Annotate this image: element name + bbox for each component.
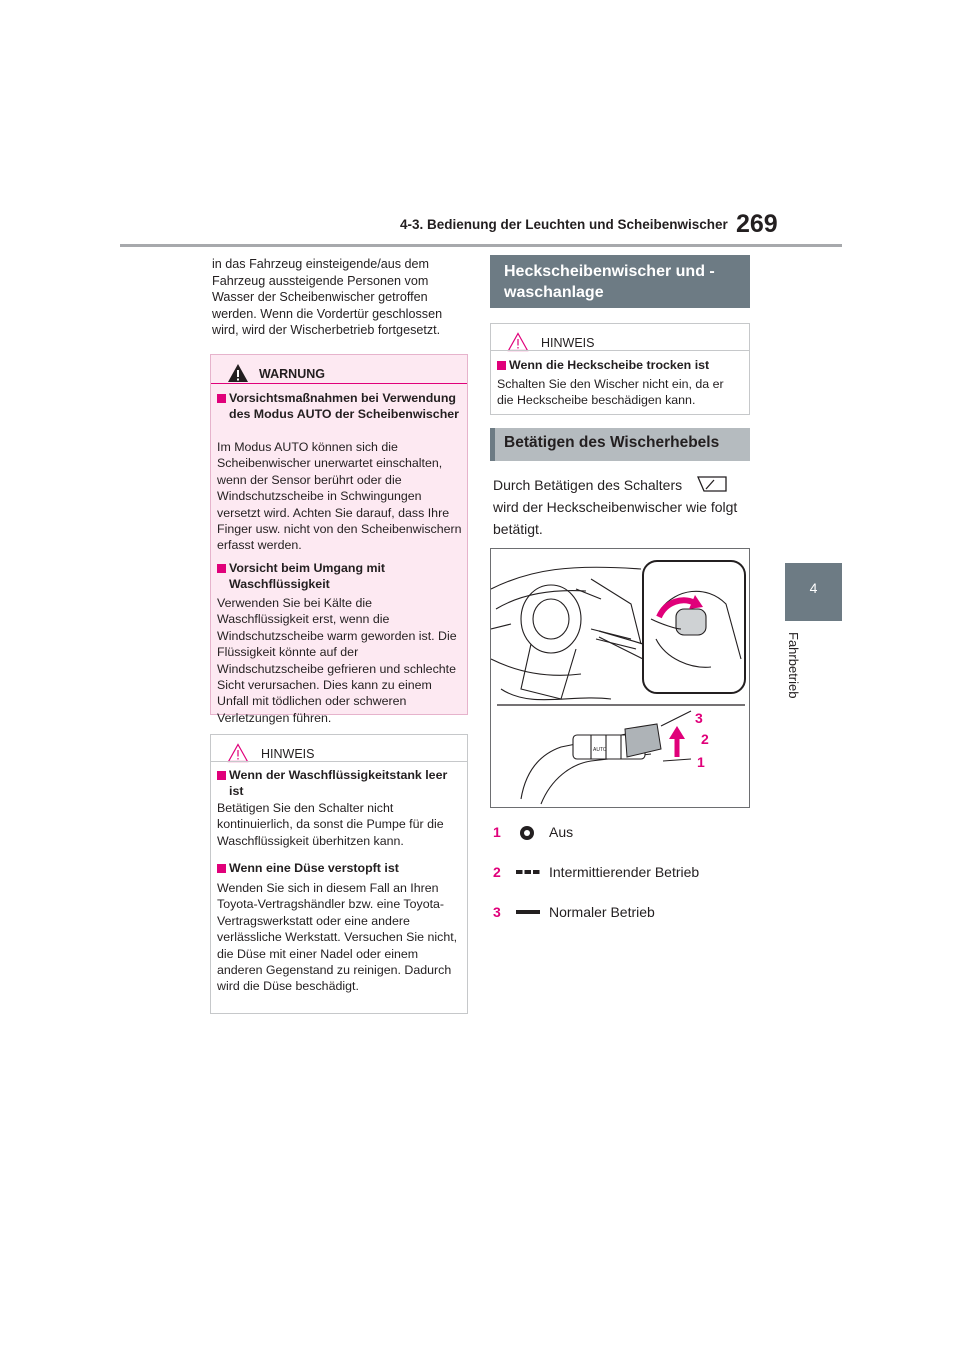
chapter-tab-label: Fahrbetrieb	[786, 632, 801, 699]
legend-text: Intermittierender Betrieb	[549, 864, 700, 880]
legend-row-normal	[493, 902, 753, 924]
note-item-body: Wenden Sie sich in diesem Fall an Ihren Toyota-Vertragshändler bzw. eine Toyota-Vertragswerkstatt oder eine andere verlässliche Werkstatt. Versuchen Sie nicht, die Düse mit einer Nadel oder einem anderen Gegenstand zu reinigen. Dadurch wird die Düse beschädigt.	[217, 881, 458, 994]
chapter-tab-number: 4	[809, 580, 818, 596]
note-label: HINWEIS	[261, 747, 315, 761]
page-number: 269	[736, 210, 778, 238]
legend-number: 1	[493, 824, 501, 840]
section-title: 4-3. Bedienung der Leuchten und Scheibenwischer	[400, 217, 728, 232]
warning-item-body: Verwenden Sie bei Kälte die Waschflüssigkeit erst, wenn die Windschutzscheibe warm geworden ist. Die Flüssigkeit könnte auf der Windschutzscheibe gefrieren und schlechte Sicht verursachen. Dies kann zu einem Unfall mit tödlichen oder schweren Verletzungen führen.	[217, 596, 457, 725]
intro-paragraph: in das Fahrzeug einsteigende/aus dem Fahrzeug aussteigende Personen vom Wasser der Scheibenwischer getroffen werden. Wenn die Vordertür geschlossen wird, wird der Wischerbetrieb fortgesetzt.	[212, 257, 443, 337]
warning-rule	[211, 383, 467, 384]
legend-row-intermittent	[493, 862, 753, 884]
operate-paragraph: Durch Betätigen des Schalters wird der Heckscheibenwischer wie folgt betätigt.	[493, 474, 755, 540]
intermittent-dashes-icon	[515, 862, 541, 884]
callout-1: 1	[697, 754, 705, 770]
note-item-body: Schalten Sie den Wischer nicht ein, da er die Heckscheibe beschädigen kann.	[497, 377, 724, 408]
normal-bar-icon	[515, 902, 541, 924]
callout-3: 3	[695, 710, 703, 726]
warning-header	[211, 363, 467, 385]
bullet-square	[217, 864, 226, 873]
warning-triangle-icon	[227, 363, 249, 383]
off-ring-icon	[515, 822, 539, 844]
note-rule	[491, 350, 749, 351]
header-rule	[120, 244, 842, 247]
subsection-heading: Betätigen des Wischerhebels	[490, 428, 750, 461]
note-item-title: Wenn eine Düse verstopft ist	[217, 861, 462, 877]
legend-number: 2	[493, 864, 501, 880]
note-item-title: Wenn der Waschflüssigkeitstank leer ist	[217, 768, 462, 799]
legend-number: 3	[493, 904, 501, 920]
bullet-square	[497, 361, 506, 370]
warning-item-title: Vorsichtsmaßnahmen bei Verwendung des Modus AUTO der Scheibenwischer	[217, 391, 462, 422]
note-box-left	[210, 734, 468, 1014]
heading-edge	[490, 428, 495, 461]
warning-box	[210, 354, 468, 725]
warning-item-body: Im Modus AUTO können sich die Scheibenwischer unerwartet einschalten, wenn der Sensor berührt oder die Windschutzscheibe in Schwingungen versetzt wird. Achten Sie darauf, dass Ihre Finger usw. nicht von den Scheibenwischern erfasst werden.	[217, 440, 462, 553]
legend-text: Normaler Betrieb	[549, 904, 655, 920]
note-item-title: Wenn die Heckscheibe trocken ist	[497, 358, 742, 374]
caution-triangle-icon	[227, 743, 249, 763]
bullet-square	[217, 771, 226, 780]
lever-auto-label: AUTO	[593, 747, 607, 753]
legend-row-off	[493, 822, 753, 844]
warning-label: WARNUNG	[259, 367, 325, 381]
wiper-lever-illustration	[491, 549, 750, 808]
rear-wiper-switch-icon	[694, 474, 730, 494]
bullet-square	[217, 564, 226, 573]
section-heading: Heckscheibenwischer und -waschanlage	[490, 255, 750, 308]
bullet-square	[217, 394, 226, 403]
callout-2: 2	[701, 731, 709, 747]
note-item-body: Betätigen Sie den Schalter nicht kontinuierlich, da sonst die Pumpe für die Waschflüssigkeit überhitzen kann.	[217, 801, 444, 848]
note-box-right	[490, 323, 750, 415]
note-label: HINWEIS	[541, 336, 595, 350]
note-rule	[211, 761, 467, 762]
caution-triangle-icon	[507, 332, 529, 352]
warning-item-title: Vorsicht beim Umgang mit Waschflüssigkeit	[217, 561, 462, 592]
wiper-lever-figure	[490, 548, 750, 808]
legend-text: Aus	[549, 824, 574, 840]
